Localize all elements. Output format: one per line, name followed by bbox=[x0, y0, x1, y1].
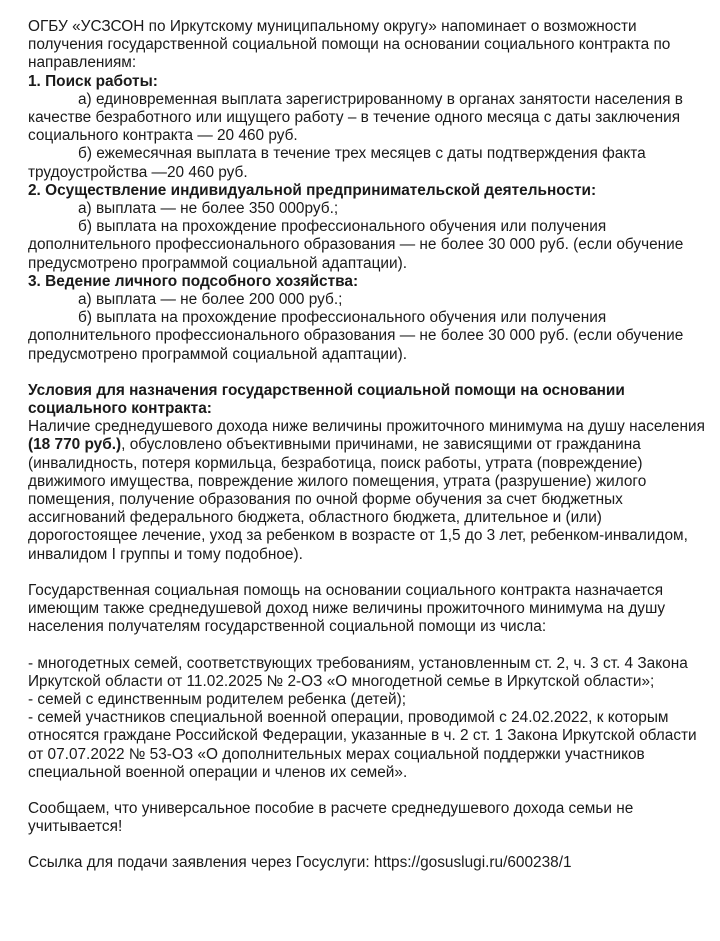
recipient-item: - семей с единственным родителем ребенка (детей); bbox=[28, 690, 406, 708]
direction-2-item-b: б) выплата на прохождение профессионального обучения или получения дополнительного профессионального образования — не более 30 000 руб. (если обучение предусмотрено программой социальной адаптации). bbox=[28, 218, 684, 272]
recipients-intro: Государственная социальная помощь на основании социального контракта назначается имеющим также среднедушевой доход ниже величины прожиточного минимума на душу населения получателям государственной социальной помощи из числа: bbox=[28, 581, 666, 636]
direction-1-item-b: б) ежемесячная выплата в течение трех месяцев с даты подтверждения факта трудоустройства —20 460 руб. bbox=[28, 145, 646, 181]
direction-3-item-a: а) выплата — не более 200 000 руб.; bbox=[78, 291, 343, 309]
conditions-text-after: , обусловлено объективными причинами, не зависящими от гражданина (инвалидность, потеря кормильца, безработица, поиск работы, утрата (повреждение) движимого имущества, повреждение жилого помещения, утрата (разрушение) жилого помещения, получение образования по очной форме обучения за счет бюджетных ассигнований федерального бюджета, областного бюджета, длительное и (или) дорогостоящее лечение, уход за ребенком в возрасте от 1,5 до 3 лет, ребенком-инвалидом, инвалидом I группы и тому подобное). bbox=[28, 436, 688, 563]
recipient-item: - семей участников специальной военной операции, проводимой с 24.02.2022, к которым относятся граждане Российской Федерации, указанные в ч. 2 ст. 1 Закона Иркутской области от 07.07.2022 № 53-ОЗ «О дополнительных мерах социальной поддержки участников специальной военной операции и членов их семей». bbox=[28, 709, 697, 781]
subsistence-minimum-amount: (18 770 руб.) bbox=[28, 436, 122, 454]
intro-paragraph: ОГБУ «УСЗСОН по Иркутскому муниципальному округу» напоминает о возможности получения государственной социальной помощи на основании социального контракта по направлениям: bbox=[28, 18, 671, 72]
conditions-title: Условия для назначения государственной социальной помощи на основании социального контракта: bbox=[28, 381, 625, 418]
recipient-item: - многодетных семей, соответствующих требованиям, установленным ст. 2, ч. 3 ст. 4 Закона Иркутской области от 11.02.2025 № 2-ОЗ «О многодетной семье в Иркутской области»; bbox=[28, 654, 688, 690]
direction-2-title: 2. Осуществление индивидуальной предпринимательской деятельности: bbox=[28, 181, 597, 199]
universal-benefit-notice: Сообщаем, что универсальное пособие в расчете среднедушевого дохода семьи не учитывается! bbox=[28, 799, 634, 836]
direction-1-item-a: а) единовременная выплата зарегистрированному в органах занятости населения в качестве безработного или ищущего работу – в течение одного месяца с даты заключения социального контракта — 20 460 руб. bbox=[28, 90, 683, 145]
direction-3-item-b: б) выплата на прохождение профессионального обучения или получения дополнительного профессионального образования — не более 30 000 руб. (если обучение предусмотрено программой социальной адаптации). bbox=[28, 309, 684, 363]
direction-2-item-a: а) выплата — не более 350 000руб.; bbox=[78, 200, 339, 218]
gosuslugi-link-text: Ссылка для подачи заявления через Госуслуги: https://gosuslugi.ru/600238/1 bbox=[28, 854, 572, 872]
direction-1-title: 1. Поиск работы: bbox=[28, 72, 158, 90]
conditions-text-before: Наличие среднедушевого дохода ниже величины прожиточного минимума на душу населения bbox=[28, 418, 705, 436]
direction-3-title: 3. Ведение личного подсобного хозяйства: bbox=[28, 272, 359, 290]
conditions-paragraph bbox=[28, 418, 706, 564]
